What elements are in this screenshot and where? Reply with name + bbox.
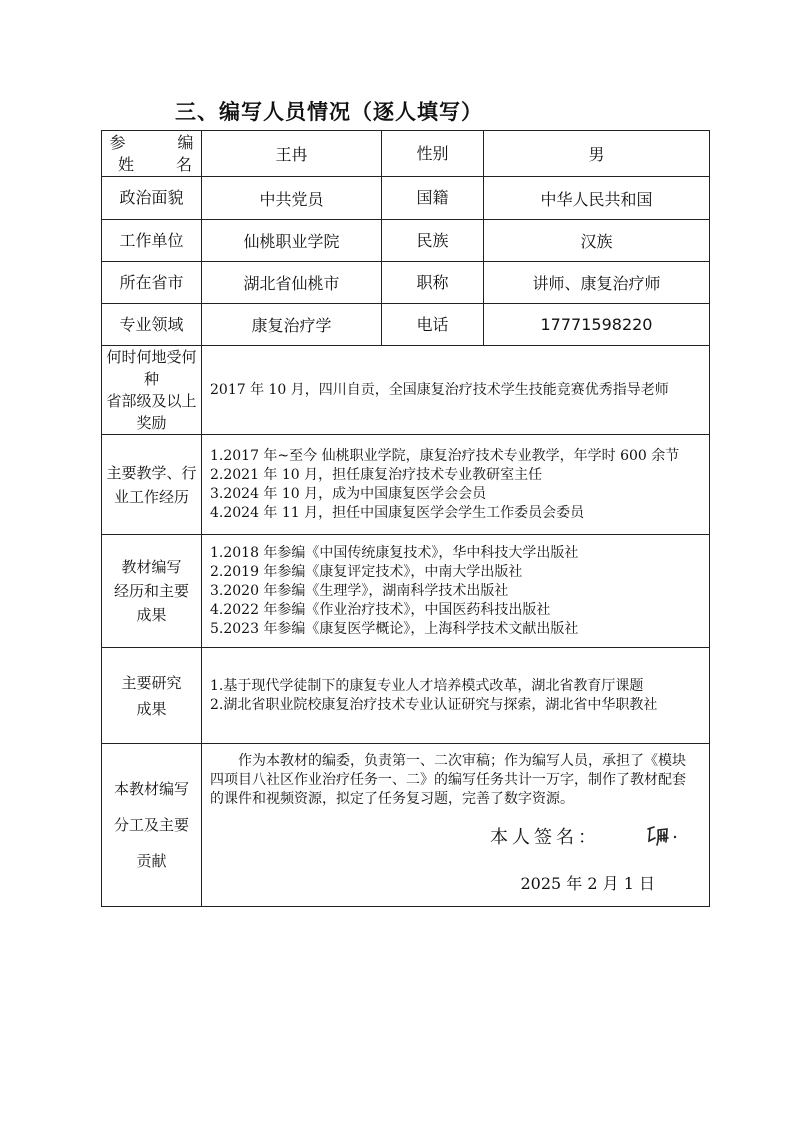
list-item: 2.2019 年参编《康复评定技术》，中南大学出版社 <box>210 563 523 580</box>
row-name <box>102 131 710 177</box>
awards-value: 2017 年 10 月，四川自贡，全国康复治疗技术学生技能竞赛优秀指导老师 <box>202 346 710 435</box>
research-label: 主要研究 成果 <box>102 648 202 744</box>
signature-label: 本人签名： <box>490 827 600 848</box>
gender-value: 男 <box>484 131 710 177</box>
list-item: 2.湖北省职业院校康复治疗技术专业认证研究与探索，湖北省中华职教社 <box>210 696 658 713</box>
list-item: 2.2021 年 10 月，担任康复治疗技术专业教研室主任 <box>210 466 543 483</box>
ethnicity-label: 民族 <box>382 220 484 262</box>
location-label: 所在省市 <box>102 262 202 304</box>
row-location <box>102 262 710 304</box>
page-title: 三、编写人员情况（逐人填写） <box>175 100 483 124</box>
political-value: 中共党员 <box>202 177 382 220</box>
name-label: 参 编 姓 名 <box>102 131 202 177</box>
list-item: 1.2018 年参编《中国传统康复技术》，华中科技大学出版社 <box>210 544 579 561</box>
name-value: 王冉 <box>202 131 382 177</box>
contribution-text: 作为本教材的编委，负责第一、二次审稿；作为编写人员，承担了《模块四项目八社区作业治疗任务一、二》的编写任务共计一万字，制作了教材配套的课件和视频资源，拟定了任务复习题，完善了数字资源。 <box>210 753 686 807</box>
field-value: 康复治疗学 <box>202 304 382 346</box>
nationality-label: 国籍 <box>382 177 484 220</box>
political-label: 政治面貌 <box>102 177 202 220</box>
contribution-cell <box>202 744 710 907</box>
professional-title-label: 职称 <box>382 262 484 304</box>
personnel-form-table <box>101 130 710 907</box>
list-item: 5.2023 年参编《康复医学概论》，上海科学技术文献出版社 <box>210 620 579 637</box>
handwritten-signature <box>645 823 685 849</box>
location-value: 湖北省仙桃市 <box>202 262 382 304</box>
professional-title-value: 讲师、康复治疗师 <box>484 262 710 304</box>
phone-label: 电话 <box>382 304 484 346</box>
ethnicity-value: 汉族 <box>484 220 710 262</box>
experience-list <box>202 435 710 535</box>
employer-label: 工作单位 <box>102 220 202 262</box>
nationality-value: 中华人民共和国 <box>484 177 710 220</box>
field-label: 专业领域 <box>102 304 202 346</box>
row-textbook <box>102 535 710 648</box>
row-field <box>102 304 710 346</box>
research-list <box>202 648 710 744</box>
list-item: 4.2022 年参编《作业治疗技术》，中国医药科技出版社 <box>210 601 551 618</box>
row-political <box>102 177 710 220</box>
contribution-label: 本教材编写 分工及主要 贡献 <box>102 744 202 907</box>
row-research <box>102 648 710 744</box>
list-item: 1.基于现代学徒制下的康复专业人才培养模式改革，湖北省教育厅课题 <box>210 677 644 694</box>
experience-label: 主要教学、行 业工作经历 <box>102 435 202 535</box>
row-experience <box>102 435 710 535</box>
signature-date: 2025 年 2 月 1 日 <box>520 874 655 893</box>
signature-row <box>210 823 699 851</box>
list-item: 3.2024 年 10 月，成为中国康复医学会会员 <box>210 485 487 502</box>
textbook-label: 教材编写 经历和主要 成果 <box>102 535 202 648</box>
phone-value: 17771598220 <box>484 304 710 346</box>
row-awards <box>102 346 710 435</box>
list-item: 4.2024 年 11 月，担任中国康复医学会学生工作委员会委员 <box>210 504 585 521</box>
list-item: 3.2020 年参编《生理学》，湖南科学技术出版社 <box>210 582 509 599</box>
gender-label: 性别 <box>382 131 484 177</box>
row-employer <box>102 220 710 262</box>
textbook-list <box>202 535 710 648</box>
awards-label: 何时何地受何种 省部级及以上奖励 <box>102 346 202 435</box>
list-item: 1.2017 年~至今 仙桃职业学院，康复治疗技术专业教学，年学时 600 余节 <box>210 447 680 464</box>
employer-value: 仙桃职业学院 <box>202 220 382 262</box>
row-contribution <box>102 744 710 907</box>
